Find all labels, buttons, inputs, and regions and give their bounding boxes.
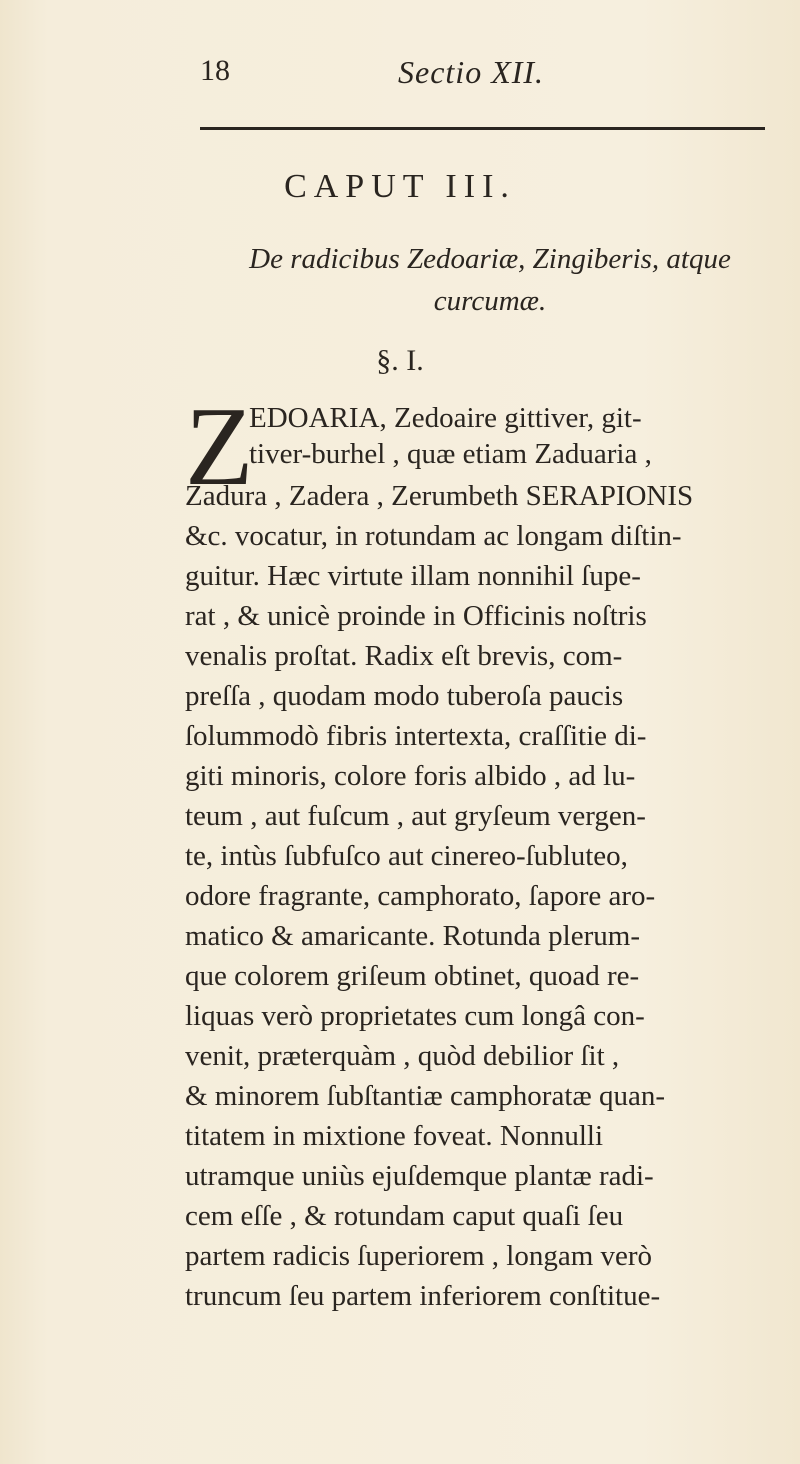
text-line: tiver-burhel , quæ etiam Zaduaria ,	[249, 438, 652, 470]
chapter-title	[190, 238, 790, 322]
text-line: matico & amaricante. Rotunda plerum-	[185, 920, 640, 952]
chapter-title-line: curcumæ.	[433, 285, 547, 317]
text-line: partem radicis ſuperiorem , longam verò	[185, 1240, 653, 1272]
text-line: rat , & unicè proinde in Officinis noſtris	[185, 600, 647, 632]
drop-cap: Z	[185, 385, 254, 509]
chapter-heading: CAPUT III.	[284, 168, 516, 205]
section-number: §. I.	[376, 344, 424, 377]
text-line: ſolummodò fibris intertexta, craſſitie di-	[185, 720, 647, 752]
text-line: venalis proſtat. Radix eſt brevis, com-	[185, 640, 623, 672]
header-rule	[200, 127, 765, 130]
section-title: Sectio XII.	[398, 54, 545, 90]
text-line: venit, præterquàm , quòd debilior ſit ,	[185, 1040, 620, 1072]
text-line: giti minoris, colore foris albido , ad lu-	[185, 760, 636, 792]
text-line: utramque uniùs ejuſdemque plantæ radi-	[185, 1160, 654, 1192]
running-head	[200, 54, 770, 94]
chapter-title-line: De radicibus Zedoariæ, Zingiberis, atque	[249, 243, 731, 275]
text-line: titatem in mixtione foveat. Nonnulli	[185, 1120, 604, 1152]
text-line: te, intùs ſubfuſco aut cinereo-ſubluteo,	[185, 840, 628, 872]
text-line: preſſa , quodam modo tuberoſa paucis	[185, 680, 624, 712]
text-line: cem eſſe , & rotundam caput quaſi ſeu	[185, 1200, 624, 1232]
page-number: 18	[200, 54, 230, 87]
text-line: Zadura , Zadera , Zerumbeth SERAPIONIS	[185, 480, 694, 512]
text-line: guitur. Hæc virtute illam nonnihil ſupe-	[185, 560, 641, 592]
text-line: que colorem griſeum obtinet, quoad re-	[185, 960, 640, 992]
text-line: & minorem ſubſtantiæ camphoratæ quan-	[185, 1080, 666, 1112]
text-line: EDOARIA, Zedoaire gittiver, git-	[249, 402, 642, 434]
text-line: teum , aut fuſcum , aut gryſeum vergen-	[185, 800, 646, 832]
text-line: &c. vocatur, in rotundam ac longam diſtin-	[185, 520, 682, 552]
text-line: odore fragrante, camphorato, ſapore aro-	[185, 880, 656, 912]
text-line: truncum ſeu partem inferiorem conſtitue-	[185, 1280, 661, 1312]
text-line: liquas verò proprietates cum longâ con-	[185, 1000, 645, 1032]
